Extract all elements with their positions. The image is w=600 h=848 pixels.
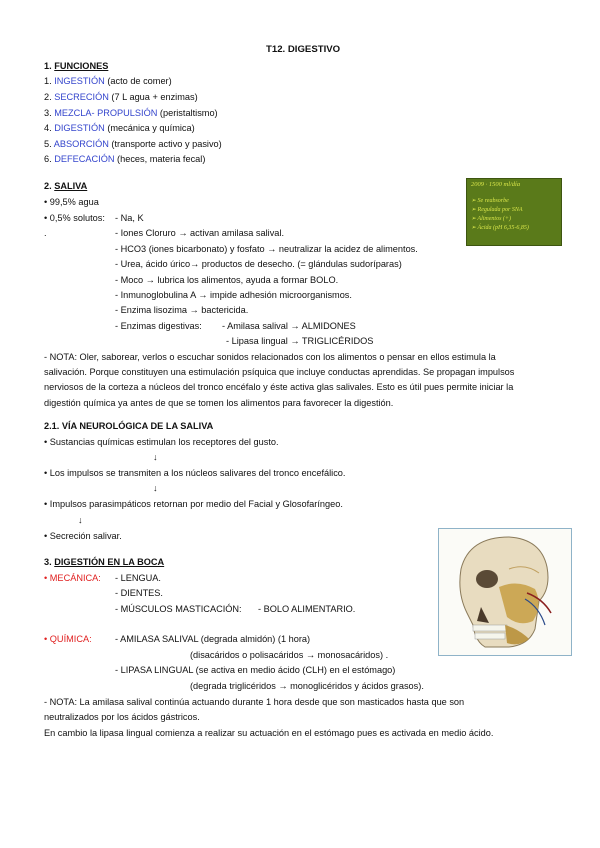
enzyme-item: - Lipasa lingual → TRIGLICÉRIDOS xyxy=(226,336,374,346)
item-number: 1. xyxy=(44,76,52,86)
saliva-solutes-label: • 0,5% solutos: xyxy=(44,213,105,223)
function-item xyxy=(44,139,222,150)
skull-salivary-glands-image xyxy=(438,528,572,656)
neuro-step: • Sustancias químicas estimulan los receptores del gusto. xyxy=(44,437,279,447)
item-number: 5. xyxy=(44,139,52,149)
mecanica-label-text: MECÁNICA: xyxy=(49,573,101,583)
function-item xyxy=(44,154,205,165)
saliva-box-item: ➢ Alimentos (+) xyxy=(471,216,511,222)
down-arrow: ↓ xyxy=(78,515,83,525)
function-term: SECRECIÓN xyxy=(54,92,109,102)
quimica-item: (disacáridos o polisacáridos → monosacáridos) . xyxy=(190,650,389,660)
function-item xyxy=(44,92,198,103)
section-3-heading xyxy=(44,557,164,568)
function-item xyxy=(44,76,172,87)
function-desc: (heces, materia fecal) xyxy=(117,154,206,164)
saliva-note-line: digestión química ya antes de que se tomen los alimentos para favorecer la digestión. xyxy=(44,398,394,408)
section-1-number: 1. xyxy=(44,61,52,71)
section-2-number: 2. xyxy=(44,181,52,191)
function-term: ABSORCIÓN xyxy=(53,139,109,149)
mecanica-item: - MÚSCULOS MASTICACIÓN: xyxy=(115,604,242,614)
enzyme-item: - Amilasa salival → ALMIDONES xyxy=(222,321,356,331)
mecanica-label xyxy=(44,573,101,584)
saliva-water: • 99,5% agua xyxy=(44,197,99,207)
neuro-step: • Los impulsos se transmiten a los núcleos salivares del tronco encefálico. xyxy=(44,468,346,478)
section-2-1-heading: 2.1. VÍA NEUROLÓGICA DE LA SALIVA xyxy=(44,421,214,431)
solute-item: - Enzima lisozima → bactericida. xyxy=(115,305,249,315)
function-item xyxy=(44,108,218,119)
mecanica-bullet: • xyxy=(44,573,48,583)
quimica-item: - LIPASA LINGUAL (se activa en medio ácido (CLH) en el estómago) xyxy=(115,665,396,675)
solute-item: - Moco → lubrica los alimentos, ayuda a formar BOLO. xyxy=(115,275,339,285)
boca-note-line: - NOTA: La amilasa salival continúa actuando durante 1 hora desde que son masticados hasta que son xyxy=(44,697,465,707)
solute-item: - Urea, ácido úrico→ productos de desecho. (= glándulas sudoríparas) xyxy=(115,259,402,269)
item-number: 6. xyxy=(44,154,52,164)
boca-note-line: neutralizados por los ácidos gástricos. xyxy=(44,712,200,722)
mecanica-item: - DIENTES. xyxy=(115,588,163,598)
function-desc: (transporte activo y pasivo) xyxy=(111,139,222,149)
saliva-note-line: salivación. Porque constituyen una estimulación psíquica que incluye conductas aprendidas. Se propagan impulsos xyxy=(44,367,515,377)
function-term: MEZCLA- PROPULSIÓN xyxy=(54,108,158,118)
down-arrow: ↓ xyxy=(153,452,158,462)
mecanica-item: - LENGUA. xyxy=(115,573,161,583)
quimica-label xyxy=(44,634,92,645)
solute-item: - Inmunoglobulina A → impide adhesión microorganismos. xyxy=(115,290,352,300)
bolo-alimentario: - BOLO ALIMENTARIO. xyxy=(258,604,356,614)
function-desc: (acto de comer) xyxy=(107,76,172,86)
quimica-item: (degrada triglicéridos → monoglicéridos y ácidos grasos). xyxy=(190,681,424,691)
skull-illustration xyxy=(439,529,571,655)
solute-item: - Na, K xyxy=(115,213,144,223)
function-term: DIGESTIÓN xyxy=(54,123,105,133)
page-title: T12. DIGESTIVO xyxy=(266,44,341,55)
item-number: 3. xyxy=(44,108,52,118)
saliva-dot: . xyxy=(44,228,47,238)
down-arrow: ↓ xyxy=(153,483,158,493)
function-term: INGESTIÓN xyxy=(54,76,105,86)
solute-item: - Enzimas digestivas: xyxy=(115,321,202,331)
boca-note-line: En cambio la lipasa lingual comienza a realizar su actuación en el estómago pues es activada en medio ácido. xyxy=(44,728,494,738)
saliva-box-item: ➢ Se reabsorbe xyxy=(471,198,509,204)
function-desc: (peristaltismo) xyxy=(159,108,218,118)
function-desc: (mecánica y química) xyxy=(107,123,195,133)
neuro-step: • Impulsos parasimpáticos retornan por medio del Facial y Glosofaríngeo. xyxy=(44,499,343,509)
function-desc: (7 L agua + enzimas) xyxy=(111,92,198,102)
saliva-note-line: - NOTA: Oler, saborear, verlos o escuchar sonidos relacionados con los alimentos o pensar en ellos estimula la xyxy=(44,352,496,362)
solute-item: - HCO3 (iones bicarbonato) y fosfato → neutralizar la acidez de alimentos. xyxy=(115,244,418,254)
section-2-heading xyxy=(44,181,87,192)
section-3-title: DIGESTIÓN EN LA BOCA xyxy=(54,557,165,567)
saliva-summary-box xyxy=(466,178,562,246)
item-number: 2. xyxy=(44,92,52,102)
saliva-box-item: ➢ Ácida (pH 6,35-6,85) xyxy=(471,225,529,231)
saliva-box-title: 2009 · 1500 ml/día xyxy=(471,181,521,188)
quimica-label-text: QUÍMICA: xyxy=(49,634,92,644)
quimica-item: - AMILASA SALIVAL (degrada almidón) (1 hora) xyxy=(115,634,311,644)
saliva-box-item: ➢ Regulada por SNA xyxy=(471,207,523,213)
function-item xyxy=(44,123,195,134)
neuro-step: • Secreción salivar. xyxy=(44,531,122,541)
quimica-bullet: • xyxy=(44,634,48,644)
function-term: DEFECACIÓN xyxy=(54,154,115,164)
section-1-title: FUNCIONES xyxy=(54,61,109,71)
section-1-heading xyxy=(44,61,108,72)
section-3-number: 3. xyxy=(44,557,52,567)
item-number: 4. xyxy=(44,123,52,133)
solute-item: - Iones Cloruro → activan amilasa salival. xyxy=(115,228,285,238)
saliva-note-line: nerviosos de la corteza a núcleos del tronco encéfalo y éste activa glas salivales. Esto es útil pues permite iniciar la xyxy=(44,382,514,392)
section-2-title: SALIVA xyxy=(54,181,88,191)
